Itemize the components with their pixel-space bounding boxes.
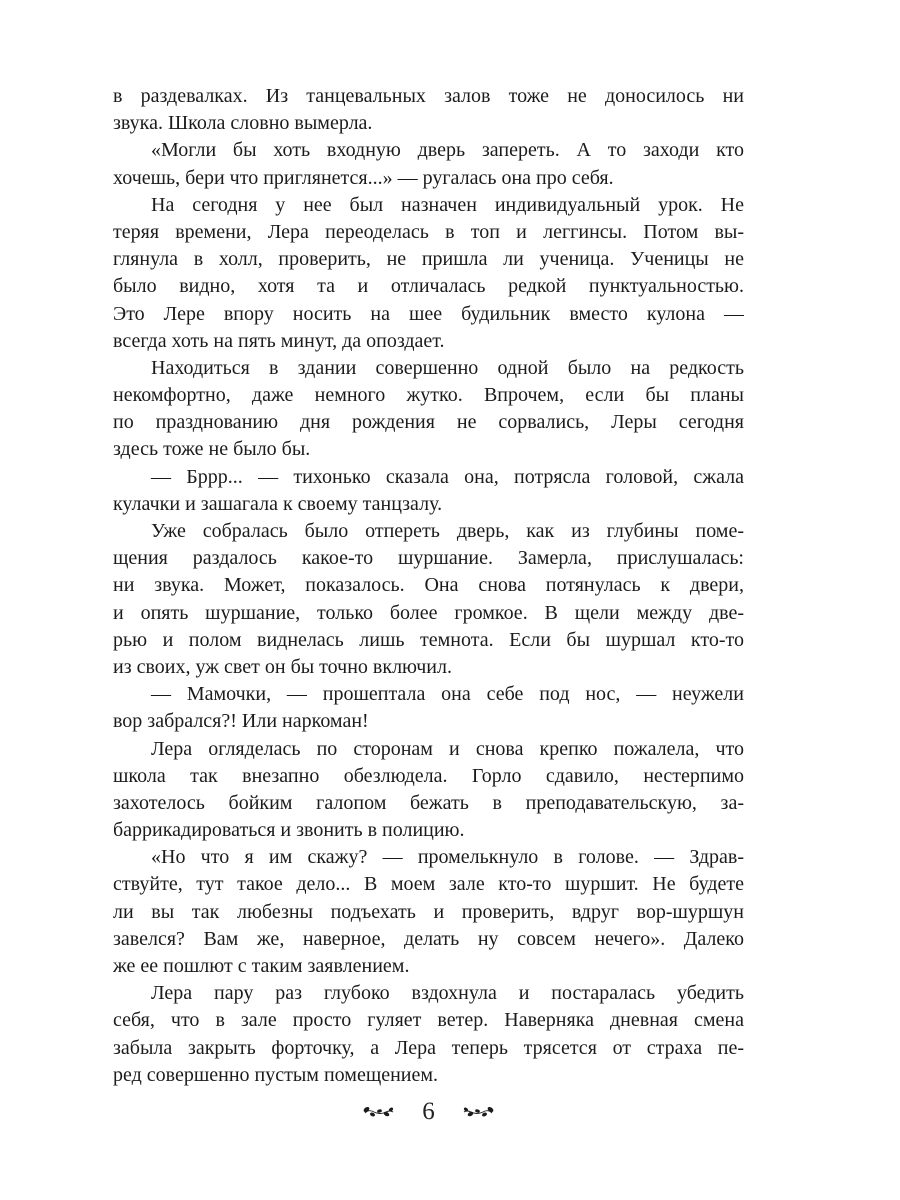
text-line: Находиться в здании совершенно одной было на редкость bbox=[151, 356, 744, 379]
text-line: себя, что в зале просто гуляет ветер. Наверняка дневная смена bbox=[113, 1009, 744, 1032]
paragraph bbox=[113, 464, 744, 518]
text-line: в раздевалках. Из танцевальных залов тоже не доносилось ни bbox=[113, 85, 744, 107]
text-line: теряя времени, Лера переоделась в топ и леггинсы. Потом вы- bbox=[113, 220, 744, 243]
text-line: некомфортно, даже немного жутко. Впрочем, если бы планы bbox=[113, 384, 744, 407]
text-line: по празднованию дня рождения не сорвались, Леры сегодня bbox=[113, 411, 744, 434]
text-line: Это Лере впору носить на шее будильник вместо кулона — bbox=[113, 302, 744, 325]
text-line: хочешь, бери что приглянется...» — ругалась она про себя. bbox=[113, 166, 614, 189]
paragraph bbox=[113, 355, 744, 464]
text-line: кулачки и зашагала к своему танцзалу. bbox=[113, 492, 443, 515]
floral-ornament-left-icon bbox=[362, 1103, 394, 1121]
text-line: забыла закрыть форточку, а Лера теперь трясется от страха пе- bbox=[113, 1036, 744, 1059]
paragraph bbox=[113, 83, 744, 137]
text-line: ред совершенно пустым помещением. bbox=[113, 1063, 439, 1086]
text-line: завелся? Вам же, наверное, делать ну совсем нечего». Далеко bbox=[113, 927, 744, 950]
text-line: рью и полом виднелась лишь темнота. Если бы шуршал кто-то bbox=[113, 628, 744, 651]
text-line: Лера пару раз глубоко вздохнула и постаралась убедить bbox=[151, 982, 744, 1005]
text-line: из своих, уж свет он бы точно включил. bbox=[113, 655, 452, 678]
text-line: — Бррр... — тихонько сказала она, потрясла головой, сжала bbox=[151, 465, 744, 488]
paragraph bbox=[113, 844, 744, 980]
page-footer bbox=[113, 1098, 744, 1125]
page-text-block bbox=[113, 83, 744, 1089]
text-line: звука. Школа словно вымерла. bbox=[113, 112, 373, 135]
text-line: и опять шуршание, только более громкое. В щели между две- bbox=[113, 601, 744, 624]
text-line: На сегодня у нее был назначен индивидуальный урок. Не bbox=[151, 193, 744, 216]
text-line: ствуйте, тут такое дело... В моем зале кто-то шуршит. Не будете bbox=[113, 873, 744, 896]
text-line: было видно, хотя та и отличалась редкой пунктуальностью. bbox=[113, 275, 744, 298]
text-line: школа так внезапно обезлюдела. Горло сдавило, нестерпимо bbox=[113, 764, 744, 787]
text-line: здесь тоже не было бы. bbox=[113, 438, 311, 461]
paragraph bbox=[113, 736, 744, 845]
text-line: глянула в холл, проверить, не пришла ли ученица. Ученицы не bbox=[113, 248, 744, 271]
text-line: баррикадироваться и звонить в полицию. bbox=[113, 819, 465, 842]
paragraph bbox=[113, 518, 744, 681]
text-line: Лера огляделась по сторонам и снова крепко пожалела, что bbox=[151, 737, 744, 760]
text-line: всегда хоть на пять минут, да опоздает. bbox=[113, 329, 445, 352]
paragraph bbox=[113, 192, 744, 355]
text-line: захотелось бойким галопом бежать в преподавательскую, за- bbox=[113, 791, 744, 814]
page-number: 6 bbox=[422, 1098, 435, 1125]
paragraph bbox=[113, 681, 744, 735]
paragraph bbox=[113, 980, 744, 1089]
text-line: Уже собралась было отпереть дверь, как из глубины поме- bbox=[151, 520, 744, 542]
floral-ornament-right-icon bbox=[463, 1103, 495, 1121]
text-line: «Но что я им скажу? — промелькнуло в голове. — Здрав- bbox=[151, 846, 744, 869]
text-line: щения раздалось какое-то шуршание. Замерла, прислушалась: bbox=[113, 547, 744, 570]
text-line: вор забрался?! Или наркоман! bbox=[113, 710, 369, 733]
text-line: — Мамочки, — прошептала она себе под нос, — неужели bbox=[151, 683, 744, 706]
text-line: ли вы так любезны подъехать и проверить, вдруг вор-шуршун bbox=[113, 900, 744, 923]
paragraph bbox=[113, 137, 744, 191]
text-line: «Могли бы хоть входную дверь запереть. А то заходи кто bbox=[151, 139, 744, 162]
text-line: же ее пошлют с таким заявлением. bbox=[113, 955, 410, 977]
text-line: ни звука. Может, показалось. Она снова потянулась к двери, bbox=[113, 574, 744, 597]
